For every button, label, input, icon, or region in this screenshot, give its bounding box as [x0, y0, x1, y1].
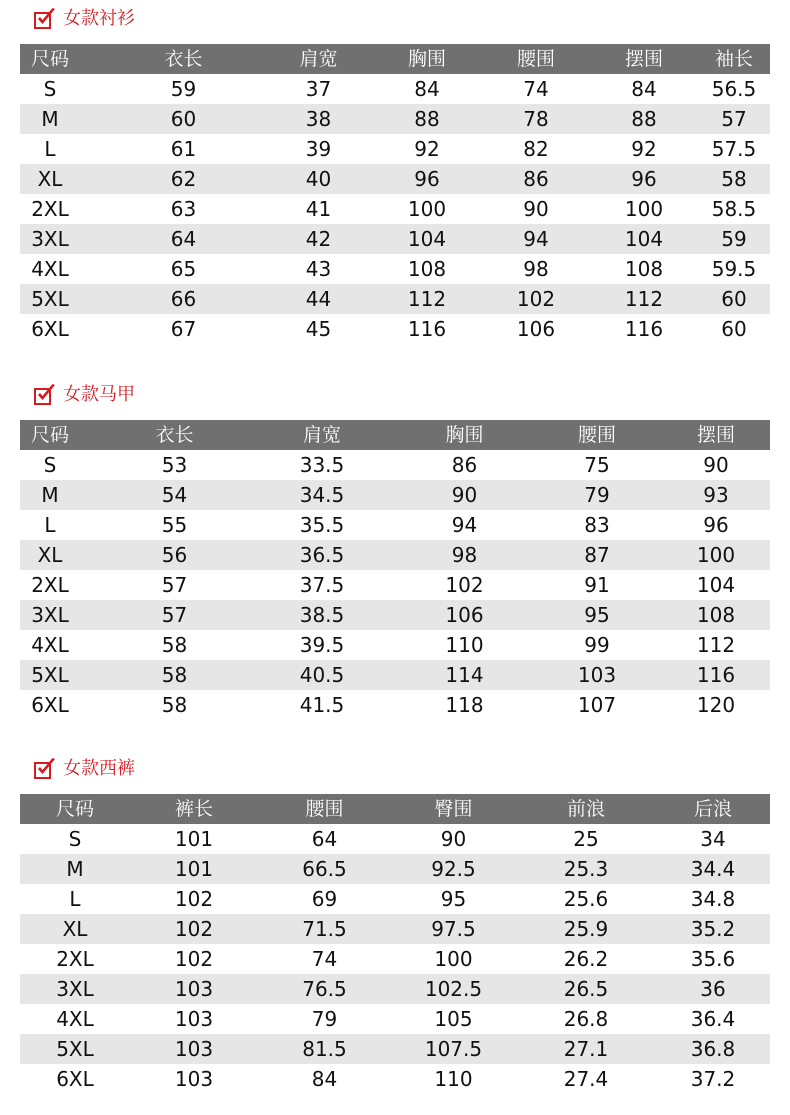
measurement-cell: 103	[130, 974, 258, 1004]
measurement-cell: 91	[584, 573, 610, 597]
size-label-cell: XL	[20, 914, 130, 944]
table-row	[20, 74, 770, 104]
measurement-cell: 102	[482, 284, 590, 314]
size-table	[20, 794, 770, 1094]
size-label-cell: 3XL	[20, 974, 130, 1004]
measurement-cell: 114	[397, 660, 532, 690]
measurement-cell: 43	[305, 257, 332, 281]
measurement-cell: 82	[523, 137, 549, 161]
measurement-cell: 116	[624, 317, 664, 341]
size-label-cell: 2XL	[31, 197, 69, 221]
measurement-cell: 60	[698, 284, 770, 314]
size-label-cell: 6XL	[56, 1067, 94, 1091]
measurement-cell: 25.9	[516, 914, 656, 944]
measurement-cell: 66	[102, 284, 265, 314]
measurement-cell: 36.4	[690, 1007, 736, 1031]
measurement-cell: 103	[174, 1067, 214, 1091]
measurement-cell: 92.5	[391, 854, 516, 884]
measurement-cell: 94	[451, 513, 478, 537]
measurement-cell: 97.5	[391, 914, 516, 944]
table-row	[20, 660, 770, 690]
measurement-cell: 25	[573, 827, 599, 851]
measurement-cell: 59	[698, 224, 770, 254]
measurement-cell: 60	[102, 104, 265, 134]
column-header: 摆围	[590, 44, 698, 74]
measurement-cell: 65	[170, 257, 197, 281]
section-title	[33, 754, 135, 784]
size-label-cell: S	[43, 77, 57, 101]
table-row	[20, 284, 770, 314]
size-label-cell: XL	[20, 164, 102, 194]
measurement-cell: 104	[590, 224, 698, 254]
size-label-cell: 6XL	[31, 693, 69, 717]
measurement-cell: 25.3	[516, 854, 656, 884]
measurement-cell: 38.5	[247, 600, 397, 630]
measurement-cell: 42	[265, 224, 372, 254]
measurement-cell: 34	[700, 827, 726, 851]
measurement-cell: 102.5	[391, 974, 516, 1004]
measurement-cell: 26.8	[563, 1007, 609, 1031]
measurement-cell: 103	[130, 1034, 258, 1064]
table-row	[20, 510, 770, 540]
measurement-cell: 103	[174, 1007, 214, 1031]
table-header-row	[20, 44, 770, 74]
size-label-cell: 2XL	[31, 573, 69, 597]
measurement-cell: 120	[696, 693, 736, 717]
column-header: 尺码	[20, 420, 102, 450]
measurement-cell: 116	[407, 317, 447, 341]
measurement-cell: 57.5	[711, 137, 757, 161]
measurement-cell: 96	[703, 513, 729, 537]
measurement-cell: 116	[662, 660, 770, 690]
measurement-cell: 62	[102, 164, 265, 194]
section-title-text: 女款衬衫	[63, 8, 135, 29]
measurement-cell: 102	[174, 887, 214, 911]
table-row	[20, 104, 770, 134]
size-label-cell: 3XL	[20, 600, 102, 630]
measurement-cell: 102	[174, 947, 214, 971]
column-header: 腰围	[532, 420, 662, 450]
size-label-cell: M	[20, 104, 102, 134]
table-row	[20, 1034, 770, 1064]
measurement-cell: 87	[532, 540, 662, 570]
red-checkbox-icon	[33, 383, 57, 407]
measurement-cell: 26.2	[563, 947, 609, 971]
measurement-cell: 92	[414, 137, 440, 161]
measurement-cell: 100	[624, 197, 664, 221]
measurement-cell: 41	[305, 197, 332, 221]
column-header: 摆围	[662, 420, 770, 450]
measurement-cell: 36	[656, 974, 770, 1004]
measurement-cell: 90	[397, 480, 532, 510]
measurement-cell: 74	[523, 77, 549, 101]
measurement-cell: 36.8	[656, 1034, 770, 1064]
measurement-cell: 108	[407, 257, 447, 281]
measurement-cell: 95	[440, 887, 467, 911]
measurement-cell: 75	[584, 453, 610, 477]
table-row	[20, 690, 770, 720]
measurement-cell: 104	[696, 573, 736, 597]
measurement-cell: 59	[170, 77, 197, 101]
table-row	[20, 1064, 770, 1094]
measurement-cell: 25.6	[563, 887, 609, 911]
measurement-cell: 96	[372, 164, 482, 194]
size-table	[20, 420, 770, 720]
measurement-cell: 112	[372, 284, 482, 314]
measurement-cell: 104	[372, 224, 482, 254]
size-label-cell: 5XL	[20, 1034, 130, 1064]
table-header-row	[20, 794, 770, 824]
section-title-text: 女款西裤	[63, 758, 135, 779]
measurement-cell: 100	[662, 540, 770, 570]
size-label-cell: 4XL	[31, 633, 69, 657]
measurement-cell: 55	[161, 513, 188, 537]
size-label-cell: XL	[20, 540, 102, 570]
table-row	[20, 450, 770, 480]
measurement-cell: 78	[482, 104, 590, 134]
measurement-cell: 90	[523, 197, 549, 221]
size-label-cell: L	[44, 513, 56, 537]
table-row	[20, 944, 770, 974]
table-row	[20, 134, 770, 164]
size-label-cell: S	[68, 827, 82, 851]
measurement-cell: 101	[174, 827, 214, 851]
column-header: 衣长	[102, 420, 247, 450]
measurement-cell: 84	[414, 77, 440, 101]
measurement-cell: 105	[434, 1007, 473, 1031]
measurement-cell: 63	[170, 197, 197, 221]
measurement-cell: 37	[305, 77, 332, 101]
measurement-cell: 106	[516, 317, 556, 341]
measurement-cell: 112	[696, 633, 736, 657]
measurement-cell: 69	[311, 887, 338, 911]
measurement-cell: 106	[397, 600, 532, 630]
measurement-cell: 66.5	[258, 854, 391, 884]
measurement-cell: 39.5	[299, 633, 345, 657]
measurement-cell: 34.4	[656, 854, 770, 884]
table-row	[20, 600, 770, 630]
measurement-cell: 36.5	[247, 540, 397, 570]
column-header: 尺码	[20, 44, 102, 74]
table-row	[20, 854, 770, 884]
measurement-cell: 35.2	[656, 914, 770, 944]
measurement-cell: 57	[698, 104, 770, 134]
size-label-cell: M	[20, 854, 130, 884]
measurement-cell: 98	[523, 257, 549, 281]
column-header: 衣长	[102, 44, 265, 74]
column-header: 胸围	[372, 44, 482, 74]
measurement-cell: 88	[590, 104, 698, 134]
measurement-cell: 57	[102, 600, 247, 630]
measurement-cell: 100	[434, 947, 473, 971]
measurement-cell: 67	[170, 317, 197, 341]
measurement-cell: 98	[397, 540, 532, 570]
measurement-cell: 107	[577, 693, 617, 717]
measurement-cell: 40	[265, 164, 372, 194]
measurement-cell: 64	[311, 827, 338, 851]
column-header: 臀围	[391, 794, 516, 824]
measurement-cell: 74	[311, 947, 338, 971]
measurement-cell: 37.2	[690, 1067, 736, 1091]
measurement-cell: 92	[631, 137, 657, 161]
size-label-cell: M	[20, 480, 102, 510]
measurement-cell: 56	[102, 540, 247, 570]
measurement-cell: 58	[698, 164, 770, 194]
table-header-row	[20, 420, 770, 450]
measurement-cell: 26.5	[516, 974, 656, 1004]
measurement-cell: 58.5	[711, 197, 757, 221]
measurement-cell: 83	[584, 513, 610, 537]
measurement-cell: 99	[584, 633, 610, 657]
measurement-cell: 58	[161, 633, 188, 657]
table-row	[20, 884, 770, 914]
red-checkbox-icon	[33, 7, 57, 31]
measurement-cell: 41.5	[299, 693, 345, 717]
measurement-cell: 40.5	[247, 660, 397, 690]
column-header: 肩宽	[265, 44, 372, 74]
size-label-cell: 4XL	[31, 257, 69, 281]
table-row	[20, 630, 770, 660]
measurement-cell: 27.1	[516, 1034, 656, 1064]
measurement-cell: 61	[170, 137, 197, 161]
measurement-cell: 64	[102, 224, 265, 254]
measurement-cell: 37.5	[299, 573, 345, 597]
measurement-cell: 27.4	[563, 1067, 609, 1091]
size-label-cell: 6XL	[31, 317, 69, 341]
measurement-cell: 34.5	[247, 480, 397, 510]
measurement-cell: 58	[161, 693, 188, 717]
size-label-cell: 2XL	[56, 947, 94, 971]
size-label-cell: 5XL	[20, 660, 102, 690]
measurement-cell: 118	[445, 693, 484, 717]
measurement-cell: 90	[703, 453, 729, 477]
size-label-cell: 5XL	[20, 284, 102, 314]
size-label-cell: L	[44, 137, 56, 161]
column-header: 胸围	[397, 420, 532, 450]
measurement-cell: 59.5	[711, 257, 757, 281]
column-header: 腰围	[258, 794, 391, 824]
measurement-cell: 45	[305, 317, 332, 341]
column-header: 裤长	[130, 794, 258, 824]
measurement-cell: 39	[305, 137, 332, 161]
table-row	[20, 224, 770, 254]
section-title	[33, 380, 135, 410]
measurement-cell: 103	[532, 660, 662, 690]
measurement-cell: 100	[407, 197, 447, 221]
table-row	[20, 194, 770, 224]
measurement-cell: 86	[451, 453, 478, 477]
section-title	[33, 4, 135, 34]
column-header: 肩宽	[247, 420, 397, 450]
column-header: 前浪	[516, 794, 656, 824]
table-row	[20, 914, 770, 944]
measurement-cell: 54	[102, 480, 247, 510]
table-row	[20, 824, 770, 854]
section-title-text: 女款马甲	[63, 384, 135, 405]
table-row	[20, 1004, 770, 1034]
measurement-cell: 53	[161, 453, 188, 477]
measurement-cell: 110	[434, 1067, 473, 1091]
measurement-cell: 96	[590, 164, 698, 194]
measurement-cell: 108	[662, 600, 770, 630]
size-table	[20, 44, 770, 344]
column-header: 腰围	[482, 44, 590, 74]
measurement-cell: 81.5	[258, 1034, 391, 1064]
measurement-cell: 90	[440, 827, 467, 851]
table-row	[20, 480, 770, 510]
measurement-cell: 35.6	[690, 947, 736, 971]
size-label-cell: 3XL	[20, 224, 102, 254]
measurement-cell: 101	[130, 854, 258, 884]
measurement-cell: 93	[662, 480, 770, 510]
measurement-cell: 34.8	[690, 887, 736, 911]
size-label-cell: L	[69, 887, 81, 911]
measurement-cell: 57	[161, 573, 188, 597]
table-row	[20, 164, 770, 194]
table-row	[20, 540, 770, 570]
measurement-cell: 84	[311, 1067, 338, 1091]
size-label-cell: S	[43, 453, 57, 477]
measurement-cell: 79	[532, 480, 662, 510]
table-row	[20, 570, 770, 600]
measurement-cell: 35.5	[299, 513, 345, 537]
measurement-cell: 88	[372, 104, 482, 134]
column-header: 袖长	[698, 44, 770, 74]
column-header: 后浪	[656, 794, 770, 824]
measurement-cell: 58	[102, 660, 247, 690]
measurement-cell: 38	[265, 104, 372, 134]
table-row	[20, 254, 770, 284]
measurement-cell: 79	[311, 1007, 338, 1031]
measurement-cell: 76.5	[258, 974, 391, 1004]
measurement-cell: 84	[631, 77, 657, 101]
measurement-cell: 102	[130, 914, 258, 944]
measurement-cell: 71.5	[258, 914, 391, 944]
measurement-cell: 44	[265, 284, 372, 314]
measurement-cell: 95	[532, 600, 662, 630]
measurement-cell: 107.5	[391, 1034, 516, 1064]
measurement-cell: 108	[624, 257, 664, 281]
table-row	[20, 974, 770, 1004]
measurement-cell: 60	[721, 317, 747, 341]
measurement-cell: 112	[590, 284, 698, 314]
measurement-cell: 110	[445, 633, 484, 657]
measurement-cell: 94	[482, 224, 590, 254]
measurement-cell: 86	[482, 164, 590, 194]
measurement-cell: 56.5	[711, 77, 757, 101]
column-header: 尺码	[20, 794, 130, 824]
measurement-cell: 102	[445, 573, 484, 597]
red-checkbox-icon	[33, 757, 57, 781]
measurement-cell: 33.5	[299, 453, 345, 477]
table-row	[20, 314, 770, 344]
size-label-cell: 4XL	[56, 1007, 94, 1031]
